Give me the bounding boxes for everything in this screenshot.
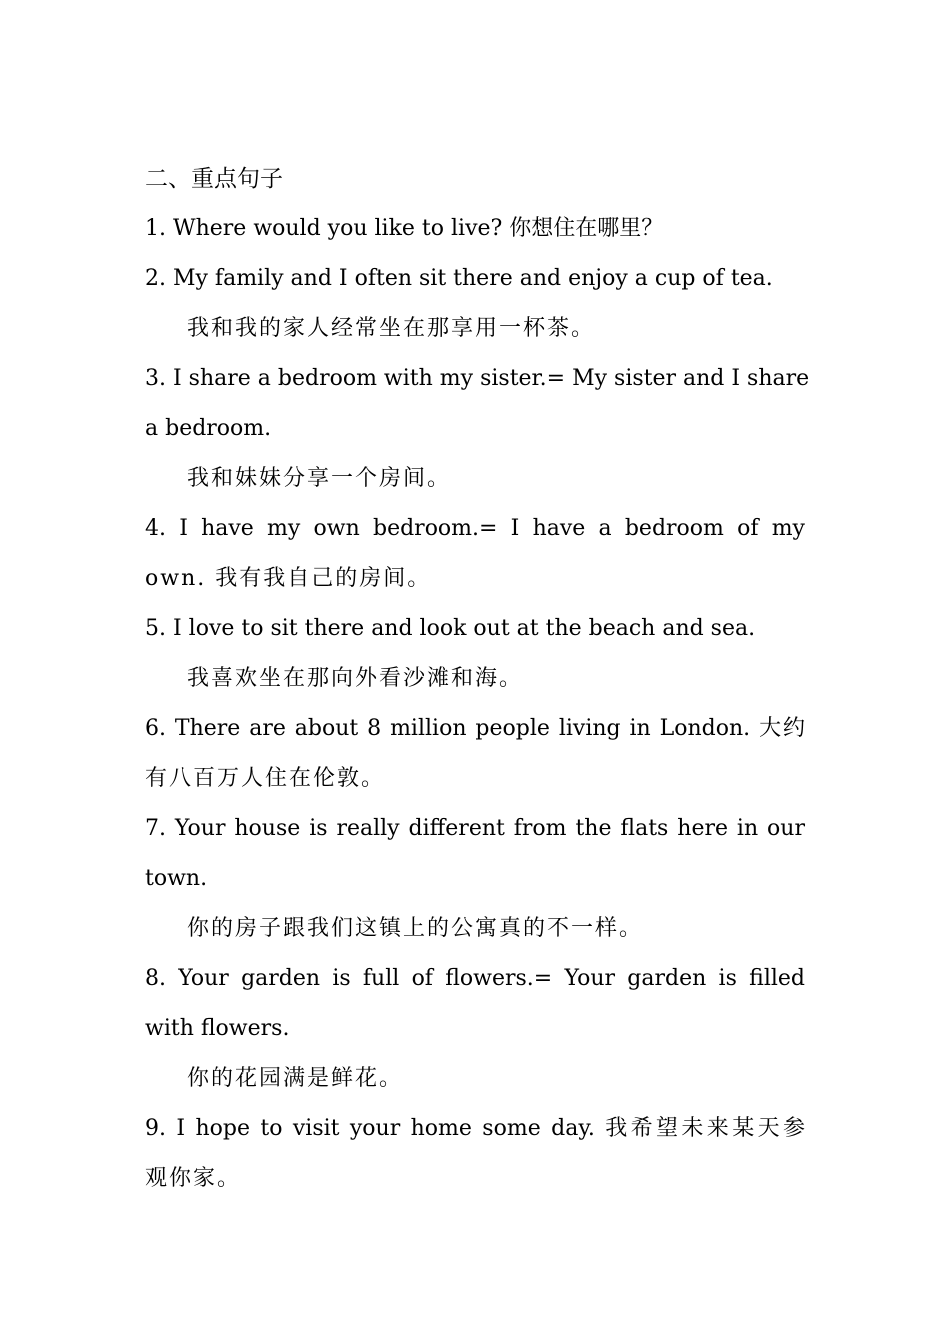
sentence-7-translation: 你的房子跟我们这镇上的公寓真的不一样。 [187,916,644,941]
section-title: 二、重点句子 [145,166,283,192]
sentence-2-translation: 我和我的家人经常坐在那享用一杯茶。 [187,316,596,341]
sentence-8-line-2: with flowers. [145,1016,290,1041]
sentence-5-line-1: 5. I love to sit there and look out at the beach and sea. [145,616,756,641]
sentence-3-line-2: a bedroom. [145,416,272,441]
sentence-2-line-1: 2. My family and I often sit there and enjoy a cup of tea. [145,266,773,291]
document-page [145,154,810,1204]
sentence-1-line-1: 1. Where would you like to live? 你想住在哪里？ [145,216,664,241]
sentence-7-line-2: town. [145,866,208,891]
sentence-3-line-1: 3. I share a bedroom with my sister.= My sister and I share [145,366,810,391]
sentence-6-line-1: 6. There are about 8 million people living in London. 大约 [145,716,805,741]
sentence-4-line-1: 4. I have my own bedroom.= I have a bedroom of my [145,516,805,541]
sentence-9-line-1: 9. I hope to visit your home some day. 我希望未来某天参 [145,1116,805,1141]
sentence-7-line-1: 7. Your house is really different from the flats here in our [145,816,805,841]
sentence-8-translation: 你的花园满是鲜花。 [187,1066,404,1091]
sentence-4-line-2: own. 我有我自己的房间。 [145,566,432,591]
sentence-8-line-1: 8. Your garden is full of flowers.= Your garden is filled [145,966,805,991]
sentence-5-translation: 我喜欢坐在那向外看沙滩和海。 [187,666,524,691]
sentence-3-translation: 我和妹妹分享一个房间。 [187,466,452,491]
sentence-9-line-2: 观你家。 [145,1166,242,1191]
sentence-6-line-2: 有八百万人住在伦敦。 [145,766,386,791]
